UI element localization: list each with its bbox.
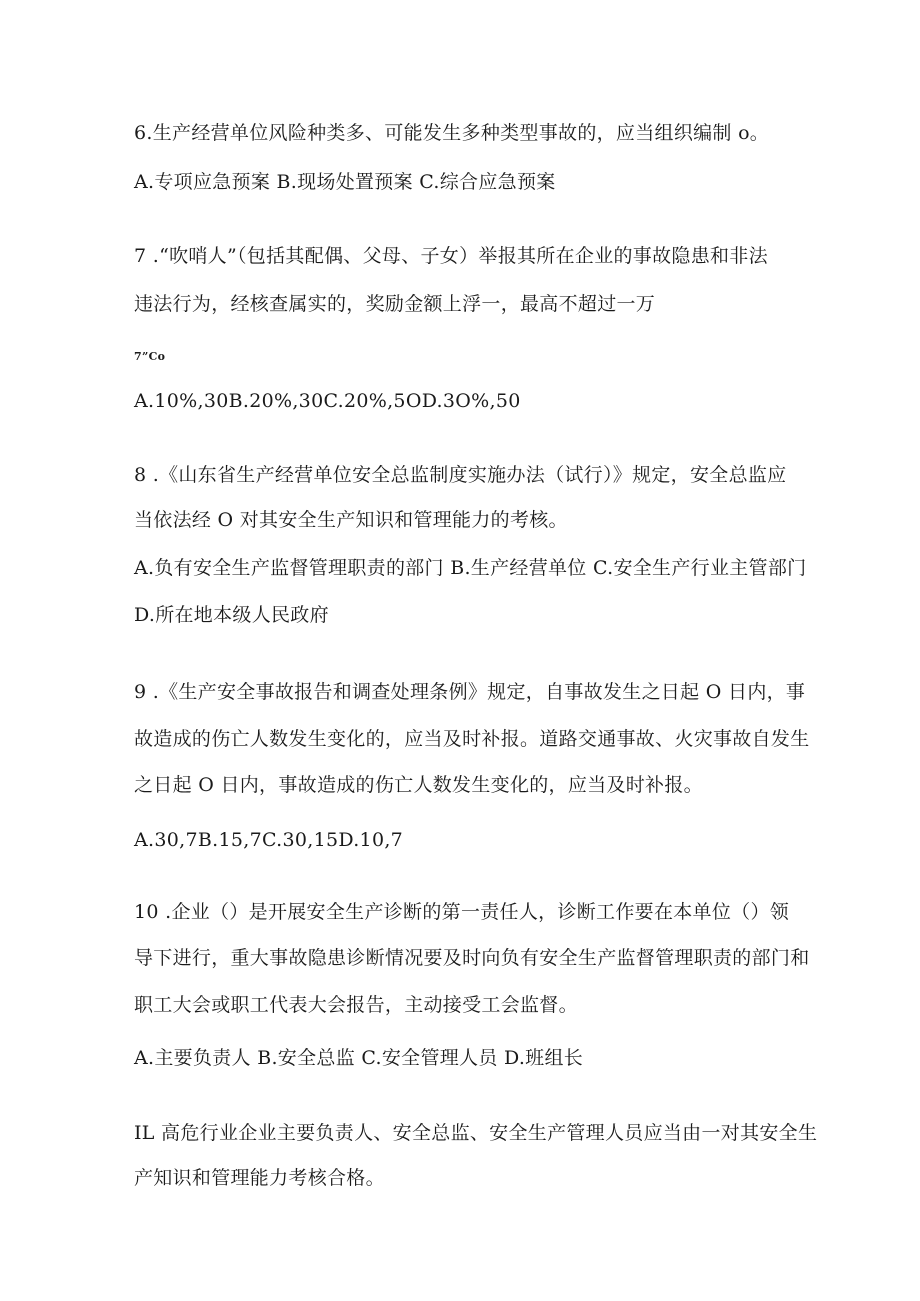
question-7-stem-line1: 7 .“吹哨人”（包括其配偶、父母、子女）举报其所在企业的事故隐患和非法 xyxy=(134,245,768,267)
question-9-stem-line1: 9 .《生产安全事故报告和调查处理条例》规定，自事故发生之日起 O 日内，事 xyxy=(134,681,806,703)
question-10-stem-line1: 10 .企业（）是开展安全生产诊断的第一责任人，诊断工作要在本单位（）领 xyxy=(134,901,790,923)
question-10-stem-line2: 导下进行，重大事故隐患诊断情况要及时向负有安全生产监督管理职责的部门和 xyxy=(134,947,810,969)
question-7-stem-line3: 7”Co xyxy=(134,350,166,363)
question-8-stem-line1: 8 .《山东省生产经营单位安全总监制度实施办法（试行）》规定，安全总监应 xyxy=(134,464,787,486)
question-7-options: A.10%,30B.20%,30C.20%,5OD.3O%,50 xyxy=(134,390,521,412)
question-7-stem-line2: 违法行为，经核查属实的，奖励金额上浮一，最高不超过一万 xyxy=(134,293,656,315)
question-9-stem-line3: 之日起 O 日内，事故造成的伤亡人数发生变化的，应当及时补报。 xyxy=(134,774,703,796)
question-6-stem: 6.生产经营单位风险种类多、可能发生多种类型事故的，应当组织编制 o。 xyxy=(134,122,770,144)
question-10-options: A.主要负责人 B.安全总监 C.安全管理人员 D.班组长 xyxy=(134,1047,584,1069)
question-8-options-line1: A.负有安全生产监督管理职责的部门 B.生产经营单位 C.安全生产行业主管部门 xyxy=(134,557,807,579)
question-8-options-line2: D.所在地本级人民政府 xyxy=(134,604,329,626)
question-10-stem-line3: 职工大会或职工代表大会报告，主动接受工会监督。 xyxy=(134,994,578,1016)
question-11-stem-line2: 产知识和管理能力考核合格。 xyxy=(134,1167,385,1189)
question-9-stem-line2: 故造成的伤亡人数发生变化的，应当及时补报。道路交通事故、火灾事故自发生 xyxy=(134,728,810,750)
question-9-options: A.30,7B.15,7C.30,15D.10,7 xyxy=(134,829,404,851)
question-11-stem-line1: IL 高危行业企业主要负责人、安全总监、安全生产管理人员应当由一对其安全生 xyxy=(134,1122,818,1144)
question-6-options: A.专项应急预案 B.现场处置预案 C.综合应急预案 xyxy=(134,171,556,193)
question-8-stem-line2: 当依法经 O 对其安全生产知识和管理能力的考核。 xyxy=(134,509,568,531)
